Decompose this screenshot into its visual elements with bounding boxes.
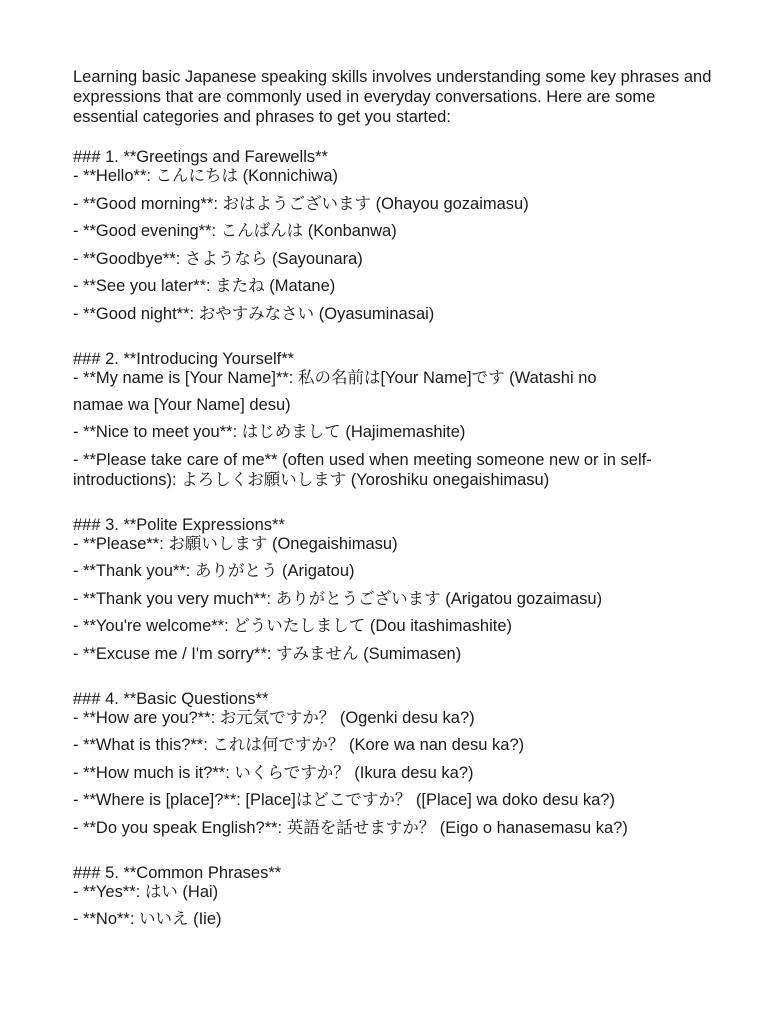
section-basic-questions [73, 690, 713, 838]
list-item: - **Good night**: おやすみなさい (Oyasuminasai) [73, 304, 435, 323]
list-item: - **Please take care of me** (often used when meeting someone new or in self-introductions): よろしくお願いします (Yoroshiku onegaishimasu) [73, 450, 652, 489]
section-common-phrases [73, 864, 713, 930]
list-item: - **Where is [place]?**: [Place]はどこですか？ ([Place] wa doko desu ka?) [73, 791, 615, 809]
section-heading: ### 2. **Introducing Yourself** [73, 349, 295, 368]
list-item: - **Do you speak English?**: 英語を話せますか？ (Eigo o hanasemasu ka?) [73, 818, 628, 837]
list-item: - **Please**: お願いします (Onegaishimasu) [73, 534, 398, 553]
list-item: - **Thank you**: ありがとう (Arigatou) [73, 562, 355, 580]
section-greetings [73, 148, 713, 324]
document-page [73, 67, 713, 955]
list-item: - **No**: いいえ (Iie) [73, 910, 222, 928]
list-item-line: - **My name is [Your Name]**: 私の名前は[Your Name]です (Watashi no [73, 368, 597, 387]
list-item: - **Hello**: こんにちは (Konnichiwa) [73, 167, 338, 185]
section-introducing-yourself [73, 350, 713, 490]
list-item: - **Excuse me / I'm sorry**: すみません (Sumimasen) [73, 644, 462, 663]
list-item: - **Good morning**: おはようございます (Ohayou gozaimasu) [73, 194, 529, 213]
list-item: - **See you later**: またね (Matane) [73, 277, 336, 295]
list-item: - **Good evening**: こんばんは (Konbanwa) [73, 222, 397, 240]
section-heading: ### 5. **Common Phrases** [73, 863, 282, 882]
section-polite-expressions [73, 516, 713, 664]
list-item: - **Yes**: はい (Hai) [73, 882, 219, 901]
section-heading: ### 4. **Basic Questions** [73, 689, 269, 708]
list-item-line: namae wa [Your Name] desu) [73, 395, 291, 414]
section-heading: ### 3. **Polite Expressions** [73, 515, 285, 534]
list-item: - **How are you?**: お元気ですか？ (Ogenki desu ka?) [73, 708, 475, 727]
list-item: - **You're welcome**: どういたしまして (Dou itashimashite) [73, 617, 513, 635]
list-item: - **Goodbye**: さようなら (Sayounara) [73, 249, 363, 268]
section-heading: ### 1. **Greetings and Farewells** [73, 148, 328, 166]
intro-paragraph: Learning basic Japanese speaking skills involves understanding some key phrases and expressions that are commonly used in everyday conversations. Here are some essential categories and phrases to get you started: [73, 68, 712, 126]
list-item: - **How much is it?**: いくらですか？ (Ikura desu ka?) [73, 763, 474, 782]
list-item: - **Thank you very much**: ありがとうございます (Arigatou gozaimasu) [73, 589, 603, 608]
list-item: - **What is this?**: これは何ですか？ (Kore wa nan desu ka?) [73, 736, 525, 754]
list-item: - **Nice to meet you**: はじめまして (Hajimemashite) [73, 423, 466, 441]
list-item [73, 368, 713, 415]
